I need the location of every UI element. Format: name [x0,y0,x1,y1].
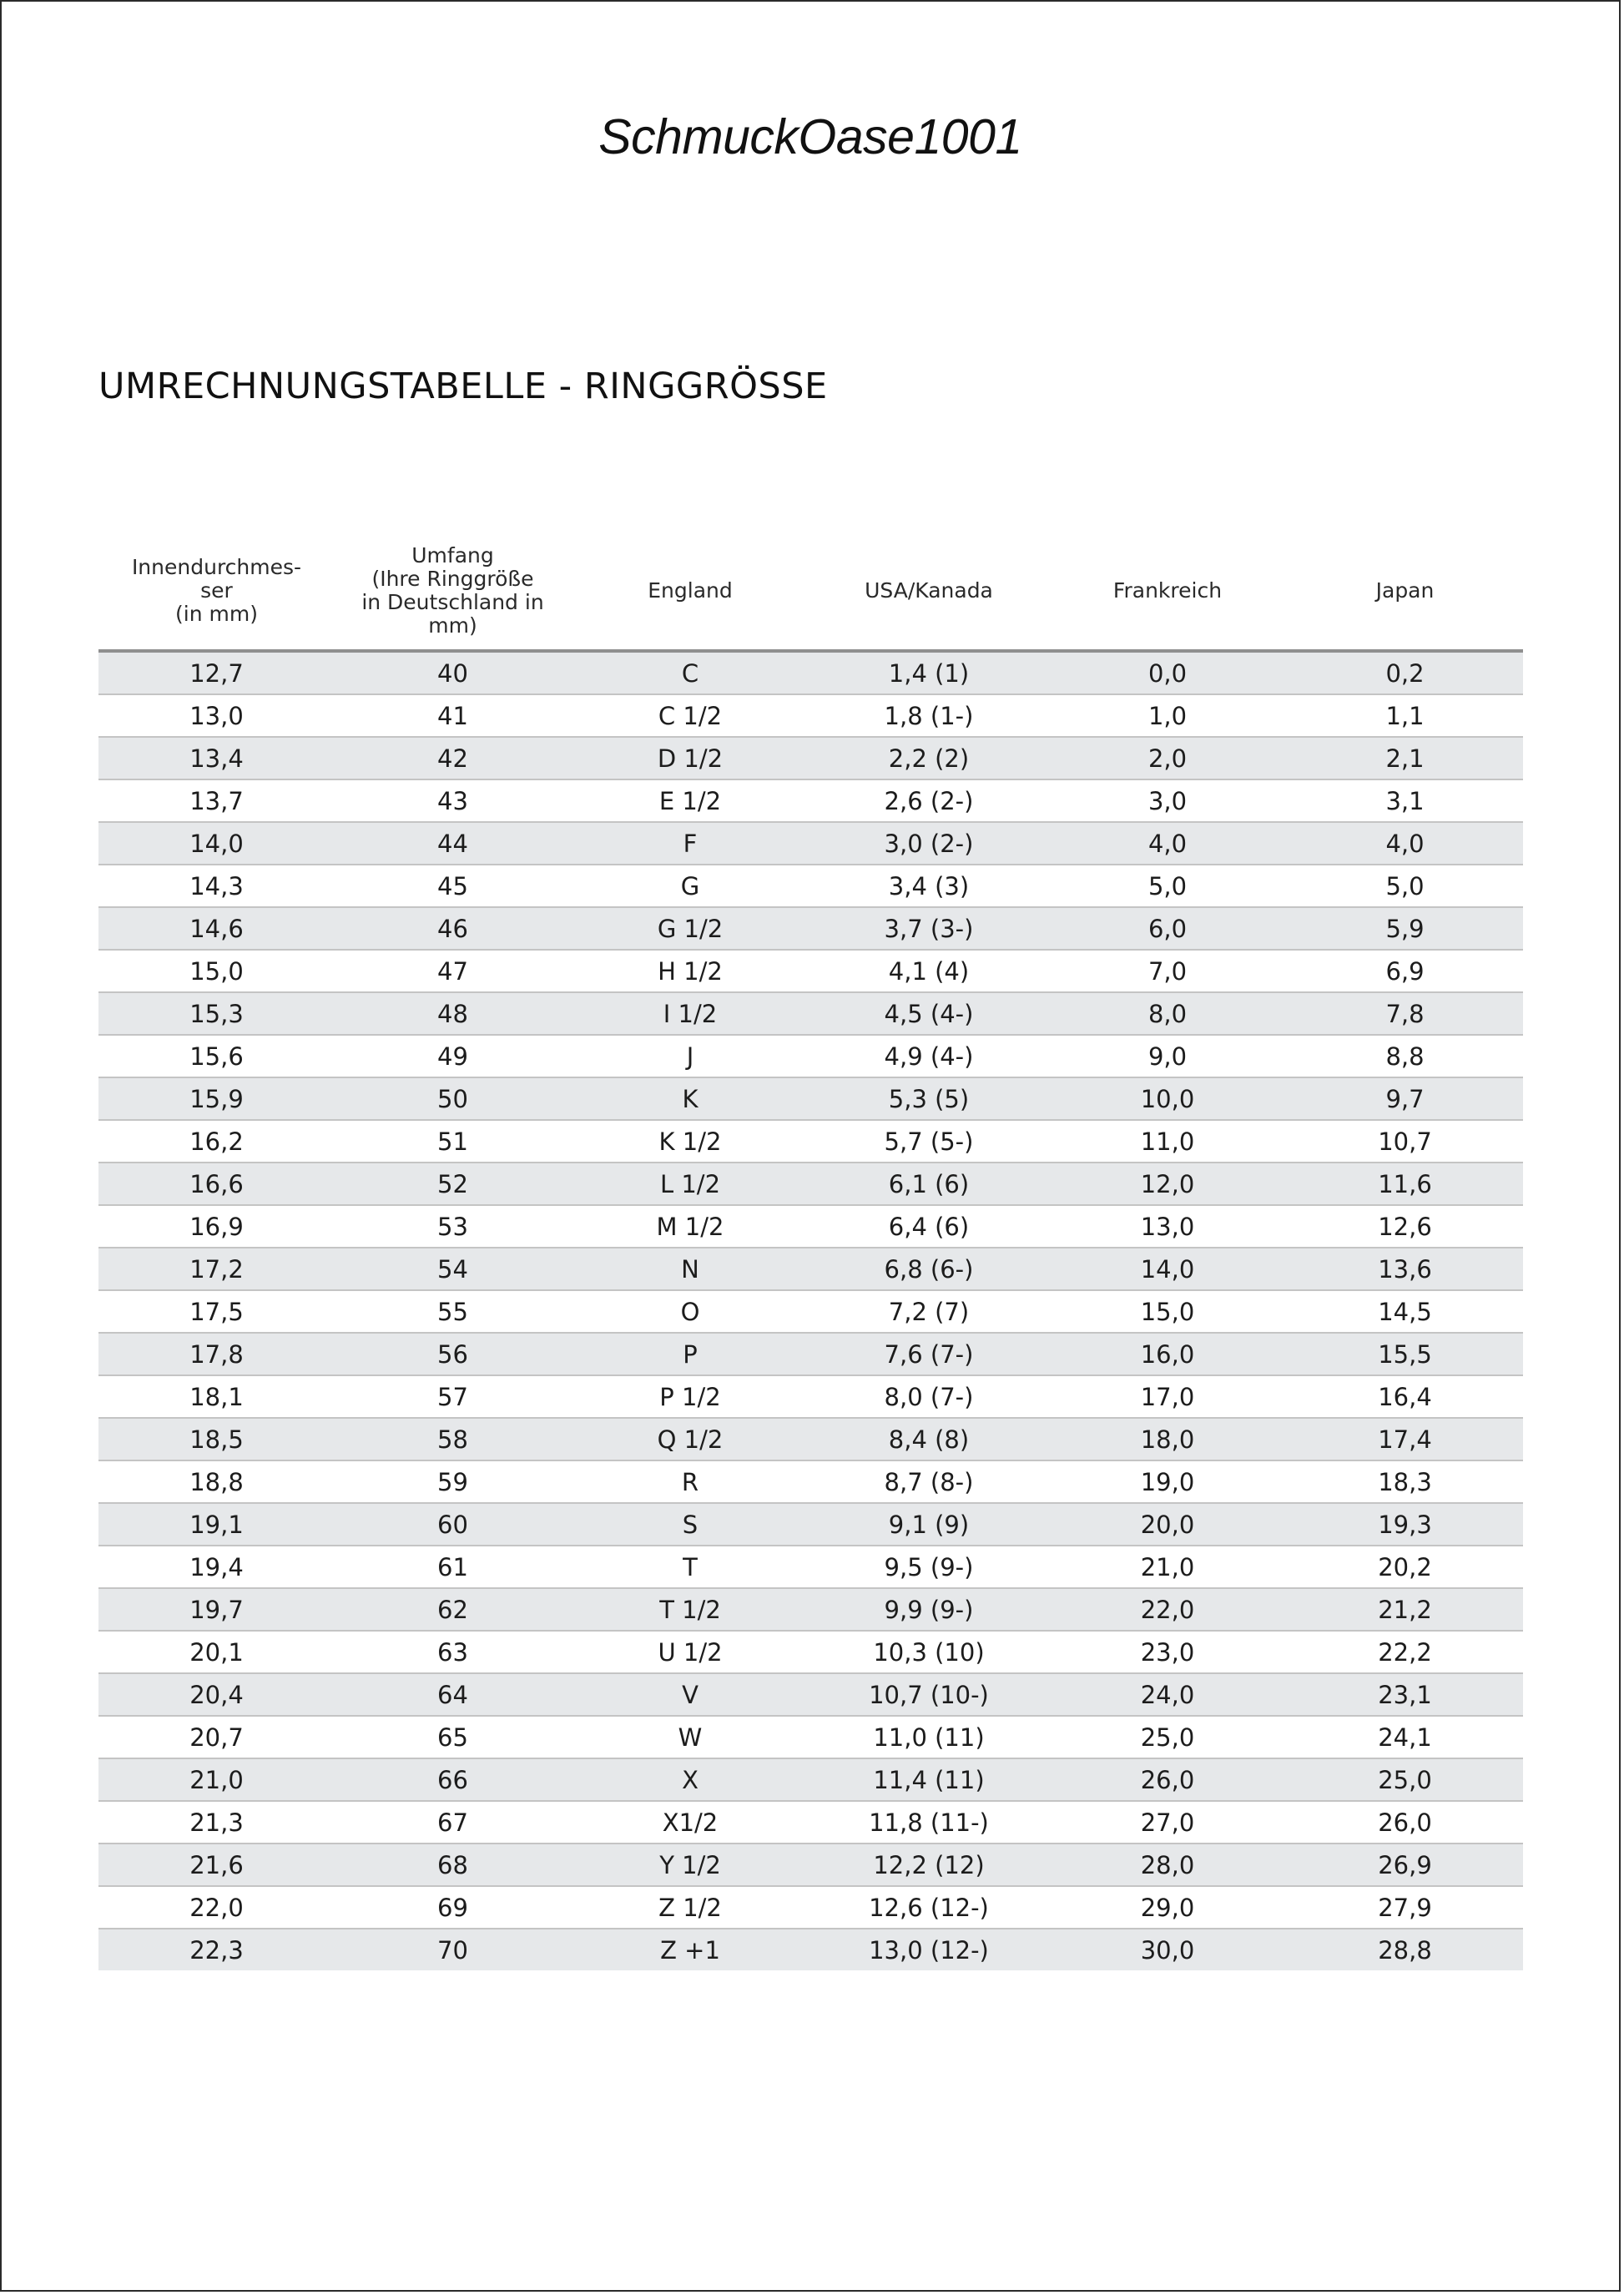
table-row [98,1929,1523,1970]
cell-japan: 23,1 [1287,1673,1523,1716]
cell-inner-diameter: 15,3 [98,992,335,1035]
cell-england: E 1/2 [571,779,809,822]
cell-inner-diameter: 14,0 [98,822,335,865]
header-line: in Deutschland in [361,590,544,614]
cell-england: F [571,822,809,865]
cell-inner-diameter: 20,1 [98,1631,335,1673]
table-row [98,1248,1523,1290]
cell-usa-canada: 11,8 (11-) [809,1801,1048,1844]
header-line: Innendurchmes- [131,555,302,579]
cell-england: G 1/2 [571,907,809,950]
cell-japan: 20,2 [1287,1546,1523,1588]
cell-france: 18,0 [1048,1418,1287,1460]
cell-circumference: 63 [335,1631,571,1673]
cell-england: T 1/2 [571,1588,809,1631]
cell-japan: 9,7 [1287,1077,1523,1120]
cell-france: 23,0 [1048,1631,1287,1673]
table-row [98,1460,1523,1503]
cell-england: K 1/2 [571,1120,809,1163]
cell-inner-diameter: 20,7 [98,1716,335,1758]
cell-france: 14,0 [1048,1248,1287,1290]
cell-inner-diameter: 15,6 [98,1035,335,1077]
header-line: (Ihre Ringgröße [371,567,534,591]
table-row [98,1546,1523,1588]
cell-usa-canada: 9,1 (9) [809,1503,1048,1546]
cell-japan: 0,2 [1287,651,1523,694]
table-row [98,1801,1523,1844]
cell-circumference: 70 [335,1929,571,1970]
table-row [98,1035,1523,1077]
cell-england: R [571,1460,809,1503]
table-row [98,1673,1523,1716]
cell-england: I 1/2 [571,992,809,1035]
cell-japan: 10,7 [1287,1120,1523,1163]
header-line: USA/Kanada [865,578,993,603]
cell-inner-diameter: 16,2 [98,1120,335,1163]
cell-inner-diameter: 18,1 [98,1375,335,1418]
table-row [98,1205,1523,1248]
header-line: Umfang [411,543,494,567]
cell-usa-canada: 13,0 (12-) [809,1929,1048,1970]
table-row [98,1886,1523,1929]
header-line: ser [200,578,233,603]
cell-usa-canada: 11,4 (11) [809,1758,1048,1801]
table-row [98,1716,1523,1758]
cell-france: 4,0 [1048,822,1287,865]
cell-japan: 19,3 [1287,1503,1523,1546]
header-line: mm) [428,613,477,638]
cell-circumference: 47 [335,950,571,992]
cell-usa-canada: 10,3 (10) [809,1631,1048,1673]
header-japan [1287,532,1523,651]
table-row [98,865,1523,907]
cell-inner-diameter: 19,1 [98,1503,335,1546]
cell-england: K [571,1077,809,1120]
cell-usa-canada: 6,1 (6) [809,1163,1048,1205]
cell-usa-canada: 1,8 (1-) [809,694,1048,737]
cell-circumference: 67 [335,1801,571,1844]
cell-circumference: 55 [335,1290,571,1333]
cell-france: 21,0 [1048,1546,1287,1588]
cell-usa-canada: 5,3 (5) [809,1077,1048,1120]
cell-france: 29,0 [1048,1886,1287,1929]
cell-japan: 1,1 [1287,694,1523,737]
cell-usa-canada: 2,6 (2-) [809,779,1048,822]
cell-france: 2,0 [1048,737,1287,779]
cell-france: 25,0 [1048,1716,1287,1758]
cell-circumference: 48 [335,992,571,1035]
cell-japan: 3,1 [1287,779,1523,822]
table-row [98,737,1523,779]
cell-usa-canada: 6,8 (6-) [809,1248,1048,1290]
table-body [98,651,1523,1970]
cell-japan: 21,2 [1287,1588,1523,1631]
cell-usa-canada: 3,7 (3-) [809,907,1048,950]
cell-france: 8,0 [1048,992,1287,1035]
header-line: Frankreich [1112,578,1223,603]
cell-circumference: 61 [335,1546,571,1588]
cell-japan: 5,9 [1287,907,1523,950]
cell-inner-diameter: 17,5 [98,1290,335,1333]
cell-circumference: 43 [335,779,571,822]
cell-england: W [571,1716,809,1758]
cell-france: 5,0 [1048,865,1287,907]
cell-france: 13,0 [1048,1205,1287,1248]
cell-circumference: 58 [335,1418,571,1460]
cell-france: 27,0 [1048,1801,1287,1844]
cell-france: 19,0 [1048,1460,1287,1503]
table-header-row [98,532,1523,651]
cell-usa-canada: 5,7 (5-) [809,1120,1048,1163]
cell-circumference: 50 [335,1077,571,1120]
table-row [98,651,1523,694]
cell-inner-diameter: 14,6 [98,907,335,950]
cell-england: H 1/2 [571,950,809,992]
cell-japan: 26,0 [1287,1801,1523,1844]
cell-inner-diameter: 21,6 [98,1844,335,1886]
cell-circumference: 57 [335,1375,571,1418]
header-usa-canada [809,532,1048,651]
cell-circumference: 62 [335,1588,571,1631]
cell-england: L 1/2 [571,1163,809,1205]
table-row [98,1758,1523,1801]
cell-circumference: 60 [335,1503,571,1546]
cell-circumference: 46 [335,907,571,950]
cell-japan: 13,6 [1287,1248,1523,1290]
header-line: England [648,578,733,603]
table-row [98,1120,1523,1163]
cell-circumference: 69 [335,1886,571,1929]
header-line: Japan [1375,578,1435,603]
cell-japan: 5,0 [1287,865,1523,907]
table-row [98,822,1523,865]
cell-france: 1,0 [1048,694,1287,737]
table-row [98,1333,1523,1375]
cell-circumference: 64 [335,1673,571,1716]
cell-inner-diameter: 22,0 [98,1886,335,1929]
cell-france: 7,0 [1048,950,1287,992]
table-row [98,992,1523,1035]
cell-england: P 1/2 [571,1375,809,1418]
cell-france: 6,0 [1048,907,1287,950]
cell-circumference: 45 [335,865,571,907]
cell-japan: 28,8 [1287,1929,1523,1970]
cell-france: 24,0 [1048,1673,1287,1716]
cell-japan: 25,0 [1287,1758,1523,1801]
cell-england: V [571,1673,809,1716]
cell-circumference: 42 [335,737,571,779]
cell-england: P [571,1333,809,1375]
cell-england: Y 1/2 [571,1844,809,1886]
cell-england: T [571,1546,809,1588]
cell-inner-diameter: 18,5 [98,1418,335,1460]
cell-usa-canada: 4,9 (4-) [809,1035,1048,1077]
cell-france: 9,0 [1048,1035,1287,1077]
cell-usa-canada: 12,6 (12-) [809,1886,1048,1929]
cell-inner-diameter: 14,3 [98,865,335,907]
cell-japan: 22,2 [1287,1631,1523,1673]
cell-usa-canada: 4,5 (4-) [809,992,1048,1035]
cell-england: J [571,1035,809,1077]
header-circumference [335,532,571,651]
cell-usa-canada: 7,2 (7) [809,1290,1048,1333]
cell-france: 15,0 [1048,1290,1287,1333]
cell-inner-diameter: 17,2 [98,1248,335,1290]
cell-france: 26,0 [1048,1758,1287,1801]
cell-usa-canada: 11,0 (11) [809,1716,1048,1758]
cell-usa-canada: 8,0 (7-) [809,1375,1048,1418]
cell-france: 12,0 [1048,1163,1287,1205]
cell-circumference: 68 [335,1844,571,1886]
cell-inner-diameter: 15,9 [98,1077,335,1120]
cell-usa-canada: 12,2 (12) [809,1844,1048,1886]
cell-japan: 26,9 [1287,1844,1523,1886]
cell-usa-canada: 9,9 (9-) [809,1588,1048,1631]
cell-usa-canada: 3,4 (3) [809,865,1048,907]
cell-france: 17,0 [1048,1375,1287,1418]
cell-usa-canada: 2,2 (2) [809,737,1048,779]
cell-circumference: 54 [335,1248,571,1290]
header-line: (in mm) [175,602,258,626]
cell-circumference: 44 [335,822,571,865]
cell-usa-canada: 8,4 (8) [809,1418,1048,1460]
table-row [98,1163,1523,1205]
cell-england: X [571,1758,809,1801]
cell-usa-canada: 9,5 (9-) [809,1546,1048,1588]
cell-inner-diameter: 18,8 [98,1460,335,1503]
cell-france: 10,0 [1048,1077,1287,1120]
cell-japan: 27,9 [1287,1886,1523,1929]
cell-france: 3,0 [1048,779,1287,822]
header-england [571,532,809,651]
cell-england: G [571,865,809,907]
cell-circumference: 56 [335,1333,571,1375]
cell-england: D 1/2 [571,737,809,779]
cell-france: 16,0 [1048,1333,1287,1375]
table-row [98,694,1523,737]
cell-england: O [571,1290,809,1333]
table-row [98,1588,1523,1631]
ring-size-table-container [98,532,1523,1970]
cell-england: M 1/2 [571,1205,809,1248]
cell-japan: 8,8 [1287,1035,1523,1077]
table-row [98,1503,1523,1546]
cell-england: Q 1/2 [571,1418,809,1460]
cell-circumference: 51 [335,1120,571,1163]
cell-circumference: 53 [335,1205,571,1248]
cell-usa-canada: 3,0 (2-) [809,822,1048,865]
cell-circumference: 52 [335,1163,571,1205]
cell-usa-canada: 7,6 (7-) [809,1333,1048,1375]
cell-circumference: 66 [335,1758,571,1801]
cell-japan: 17,4 [1287,1418,1523,1460]
cell-usa-canada: 10,7 (10-) [809,1673,1048,1716]
cell-england: X1/2 [571,1801,809,1844]
cell-usa-canada: 1,4 (1) [809,651,1048,694]
cell-france: 11,0 [1048,1120,1287,1163]
cell-japan: 16,4 [1287,1375,1523,1418]
cell-japan: 14,5 [1287,1290,1523,1333]
cell-usa-canada: 8,7 (8-) [809,1460,1048,1503]
cell-japan: 12,6 [1287,1205,1523,1248]
table-row [98,779,1523,822]
cell-japan: 4,0 [1287,822,1523,865]
cell-england: S [571,1503,809,1546]
cell-inner-diameter: 20,4 [98,1673,335,1716]
cell-england: C 1/2 [571,694,809,737]
cell-japan: 11,6 [1287,1163,1523,1205]
cell-inner-diameter: 12,7 [98,651,335,694]
cell-circumference: 59 [335,1460,571,1503]
table-row [98,1077,1523,1120]
cell-inner-diameter: 16,6 [98,1163,335,1205]
ring-size-conversion-table [98,532,1523,1970]
cell-france: 22,0 [1048,1588,1287,1631]
cell-inner-diameter: 13,7 [98,779,335,822]
cell-circumference: 40 [335,651,571,694]
table-row [98,1418,1523,1460]
cell-france: 28,0 [1048,1844,1287,1886]
table-row [98,1631,1523,1673]
cell-inner-diameter: 22,3 [98,1929,335,1970]
cell-usa-canada: 6,4 (6) [809,1205,1048,1248]
table-row [98,1844,1523,1886]
header-france [1048,532,1287,651]
table-header [98,532,1523,651]
cell-france: 20,0 [1048,1503,1287,1546]
cell-japan: 2,1 [1287,737,1523,779]
cell-england: N [571,1248,809,1290]
cell-france: 0,0 [1048,651,1287,694]
cell-inner-diameter: 16,9 [98,1205,335,1248]
cell-inner-diameter: 21,0 [98,1758,335,1801]
cell-usa-canada: 4,1 (4) [809,950,1048,992]
cell-japan: 18,3 [1287,1460,1523,1503]
cell-circumference: 41 [335,694,571,737]
cell-inner-diameter: 17,8 [98,1333,335,1375]
table-row [98,1290,1523,1333]
cell-inner-diameter: 19,7 [98,1588,335,1631]
cell-japan: 15,5 [1287,1333,1523,1375]
cell-inner-diameter: 21,3 [98,1801,335,1844]
cell-japan: 24,1 [1287,1716,1523,1758]
table-row [98,950,1523,992]
page-title: UMRECHNUNGSTABELLE - RINGGRÖSSE [98,366,828,407]
cell-england: Z +1 [571,1929,809,1970]
cell-england: C [571,651,809,694]
cell-france: 30,0 [1048,1929,1287,1970]
header-inner-diameter [98,532,335,651]
brand-logo-text: SchmuckOase1001 [598,109,1022,164]
cell-circumference: 49 [335,1035,571,1077]
cell-japan: 7,8 [1287,992,1523,1035]
cell-inner-diameter: 15,0 [98,950,335,992]
cell-england: Z 1/2 [571,1886,809,1929]
cell-inner-diameter: 19,4 [98,1546,335,1588]
cell-circumference: 65 [335,1716,571,1758]
cell-england: U 1/2 [571,1631,809,1673]
cell-japan: 6,9 [1287,950,1523,992]
cell-inner-diameter: 13,0 [98,694,335,737]
table-row [98,1375,1523,1418]
cell-inner-diameter: 13,4 [98,737,335,779]
table-row [98,907,1523,950]
